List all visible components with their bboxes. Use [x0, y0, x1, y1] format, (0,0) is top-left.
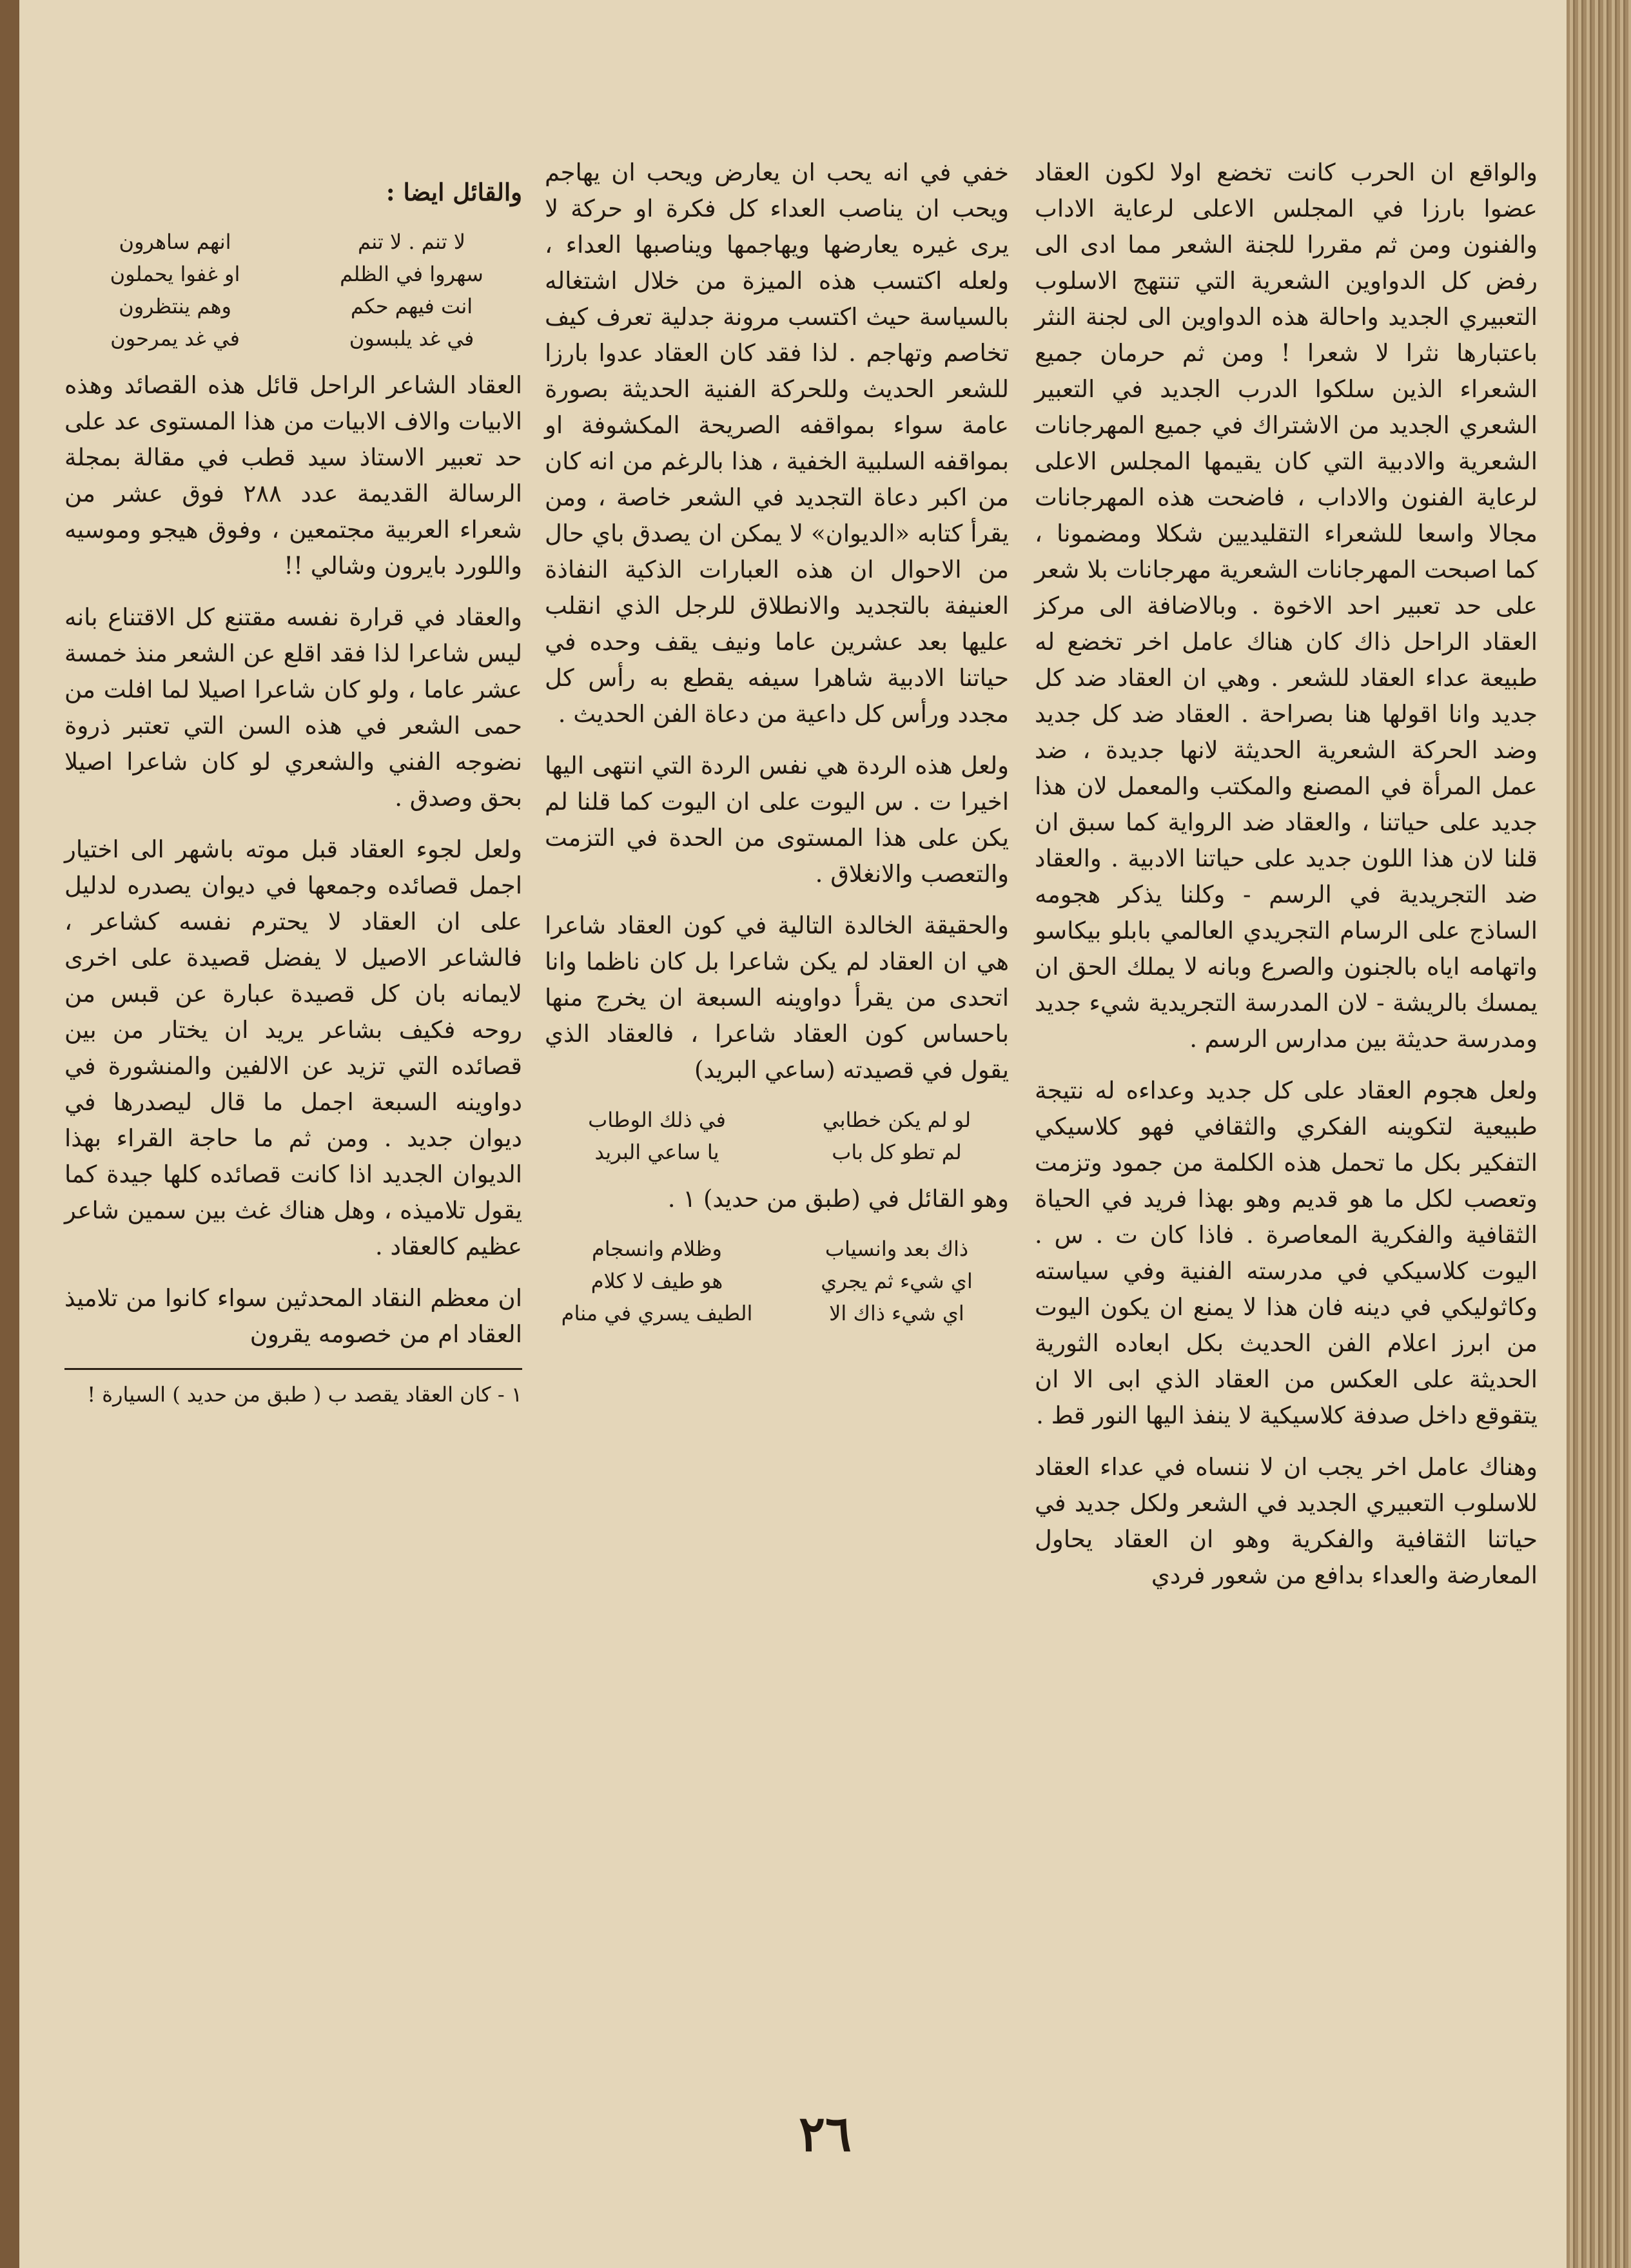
poem-line: هو طيف لا كلام: [591, 1269, 723, 1293]
poem-line: سهروا في الظلم: [340, 262, 483, 286]
poem-line: يا ساعي البريد: [594, 1140, 719, 1164]
poem-line: وهم ينتظرون: [119, 294, 231, 318]
right-paragraph-2: ولعل هجوم العقاد على كل جديد وعداءه له نتيجة طبيعية لتكوينه الفكري والثقافي فهو كلاسيكي التفكير بكل ما تحمل هذه الكلمة من جمود وتزمت وتعصب لكل ما هو قديم وهو بهذا فريد في الحياة الثقافية والفكرية المعاصرة . فاذا كان ت . س . اليوت كلاسيكي في مدرسته الفنية وفي سياسته وكاثوليكي في دينه فان هذا لا يمنع ان يكون اليوت من ابرز اعلام الفن الحديث بكل ابعاده الثورية الحديثة على العكس من العقاد الذي ابى الا ان يتقوقع داخل صدفة كلاسيكية لا ينفذ اليها النور قط .: [1035, 1077, 1538, 1429]
poem-line: ذاك بعد وانسياب: [825, 1237, 969, 1261]
poem-line: اي شيء ثم يجري: [821, 1269, 973, 1293]
footnote: ١ - كان العقاد يقصد ب ( طبق من حديد ) السيارة !: [87, 1382, 522, 1407]
middle-paragraph-3: والحقيقة الخالدة التالية في كون العقاد شاعرا هي ان العقاد لم يكن شاعرا بل كان ناظما وانا اتحدى من يقرأ دواوينه السبعة ان يخرج منها باحساس كون العقاد شاعرا ، فالعقاد الذي يقول في قصيدته (ساعي البريد): [545, 912, 1009, 1084]
magazine-page: [19, 0, 1567, 2268]
right-column: [1035, 155, 1538, 1609]
poem-line: لو لم يكن خطابي: [822, 1108, 972, 1132]
middle-paragraph-1: خفي في انه يحب ان يعارض ويحب ان يهاجم ويحب ان يناصب العداء كل فكرة او حركة لا يرى غيره يعارضها ويهاجمها ويناصبها العداء ، ولعله اكتسب هذه الميزة من خلال اشتغاله بالسياسة حيث اكتسب مرونة جدلية تعرف كيف تخاصم وتهاجم . لذا فقد كان العقاد عدوا بارزا للشعر الحديث وللحركة الفنية الحديثة بصورة عامة سواء بمواقفه الصريحة المكشوفة او بمواقفه السلبية الخفية ، هذا بالرغم من انه كان من اكبر دعاة التجديد في الشعر خاصة ، ومن يقرأ كتابه «الديوان» لا يمكن ان يصدق باي حال من الاحوال ان هذه العبارات الذكية النفاذة العنيفة بالتجديد والانطلاق للرجل الذي انقلب عليها بعد عشرين عاما ونيف يقف وحده في حياتنا الادبية شاهرا سيفه يقطع به رأس كل مجدد ورأس كل داعية من دعاة الفن الحديث .: [545, 159, 1009, 728]
left-column: [64, 174, 522, 1410]
middle-between-line: وهو القائل في (طبق من حديد) ١ .: [667, 1185, 1009, 1213]
poem-line: انهم ساهرون: [119, 230, 231, 254]
footnote-rule: [64, 1368, 522, 1370]
poem-line: انت فيهم حكم: [350, 294, 473, 318]
left-paragraph-4: ان معظم النقاد المحدثين سواء كانوا من تلاميذ العقاد ام من خصومه يقرون: [64, 1284, 522, 1348]
poem-line: او غفوا يحملون: [110, 262, 240, 286]
poem-line: وظلام وانسجام: [591, 1237, 722, 1261]
poem-line: في غد يمرحون: [110, 326, 240, 351]
left-heading: والقائل ايضا :: [386, 178, 522, 206]
left-paragraph-1: العقاد الشاعر الراحل قائل هذه القصائد وهذه الابيات والاف الابيات من هذا المستوى عد على حد تعبير الاستاذ سيد قطب في مقالة بمجلة الرسالة القديمة عدد ٢٨٨ فوق عشر من شعراء العربية مجتمعين ، وفوق هيجو وموسيه واللورد بايرون وشالي !!: [64, 371, 522, 580]
page-number: ٢٦: [799, 2105, 852, 2162]
right-paragraph-3: وهناك عامل اخر يجب ان لا ننساه في عداء العقاد للاسلوب التعبيري الجديد في الشعر ولكل جديد في حياتنا الثقافية والفكرية وهو ان العقاد يحاول المعارضة والعداء بدافع من شعور فردي: [1035, 1453, 1538, 1589]
poem-line: في غد يلبسون: [349, 326, 474, 351]
footnote-block: [64, 1368, 522, 1410]
page-stack-edges: [1567, 0, 1631, 2268]
poem-saai-albareed: [545, 1104, 1009, 1168]
poem-line: لم تطو كل باب: [832, 1140, 962, 1164]
middle-paragraph-2: ولعل هذه الردة هي نفس الردة التي انتهى اليها اخيرا ت . س اليوت على ان اليوت كما قلنا لم يكن على هذا المستوى من الحدة في التزمت والتعصب والانغلاق .: [545, 752, 1009, 888]
poem-line: الطيف يسري في منام: [561, 1301, 753, 1325]
poem-la-tanam: [64, 226, 522, 355]
left-paragraph-2: والعقاد في قرارة نفسه مقتنع كل الاقتناع بانه ليس شاعرا لذا فقد اقلع عن الشعر منذ خمسة عشر عاما ، ولو كان شاعرا اصيلا لما افلت من حمى الشعر في هذه السن التي تعتبر ذروة نضوجه الفني والشعري لو كان شاعرا اصيلا بحق وصدق .: [64, 603, 522, 812]
left-paragraph-3: ولعل لجوء العقاد قبل موته باشهر الى اختيار اجمل قصائده وجمعها في ديوان يصدره لدليل على ان العقاد لا يحترم نفسه كشاعر ، فالشاعر الاصيل لا يفضل قصيدة على اخرى لايمانه بان كل قصيدة عبارة عن قبس من روحه فكيف بشاعر يريد ان يختار من بين قصائده التي تزيد عن الالفين والمنشورة في دواوينه السبعة اجمل ما قال ليصدرها في ديوان جديد . ومن ثم ما حاجة القراء بهذا الديوان الجديد اذا كانت قصائده كلها جيدة كما يقول تلاميذه ، وهل هناك غث بين سمين شاعر عظيم كالعقاد .: [64, 836, 522, 1260]
poem-line: في ذلك الوطاب: [588, 1108, 726, 1132]
poem-line: اي شيء ذاك الا: [829, 1301, 964, 1325]
middle-column: [545, 155, 1009, 1342]
binding-edge: [0, 0, 19, 2268]
poem-line: لا تنم . لا تنم: [357, 230, 466, 254]
poem-tabaq-min-hadeed: [545, 1233, 1009, 1329]
right-paragraph-1: والواقع ان الحرب كانت تخضع اولا لكون العقاد عضوا بارزا في المجلس الاعلى لرعاية الاداب والفنون ومن ثم مقررا للجنة الشعر مما ادى الى رفض كل الدواوين الشعرية التي تنتهج الاسلوب التعبيري الجديد واحالة هذه الدواوين الى لجنة النثر باعتبارها نثرا لا شعرا ! ومن ثم حرمان جميع الشعراء الذين سلكوا الدرب الجديد في التعبير الشعري الجديد من الاشتراك في جميع المهرجانات الشعرية والادبية التي كان يقيمها المجلس الاعلى لرعاية الفنون والاداب ، فاضحت هذه المهرجانات مجالا واسعا للشعراء التقليديين شكلا ومضمونا ، كما اصبحت المهرجانات الشعرية مهرجانات بلا شعر على حد تعبير احد الاخوة . وبالاضافة الى مركز العقاد الراحل ذاك كان هناك عامل اخر تخضع له طبيعة عداء العقاد للشعر . وهي ان العقاد ضد كل جديد وانا اقولها هنا بصراحة . العقاد ضد كل جديد وضد الحركة الشعرية الحديثة لانها جديدة ، ضد عمل المرأة في المصنع والمكتب والمعمل لان هذا جديد على حياتنا ، والعقاد ضد الرواية كما سبق ان قلنا لان هذا اللون جديد على حياتنا الادبية . والعقاد ضد التجريدية في الرسم - وكلنا يذكر هجومه الساذج على الرسام التجريدي العالمي بابلو بيكاسو واتهامه اياه بالجنون والصرع وبانه لا يملك الحق ان يمسك بالريشة - لان المدرسة التجريدية شيء جديد ومدرسة حديثة بين مدارس الرسم .: [1035, 159, 1538, 1053]
